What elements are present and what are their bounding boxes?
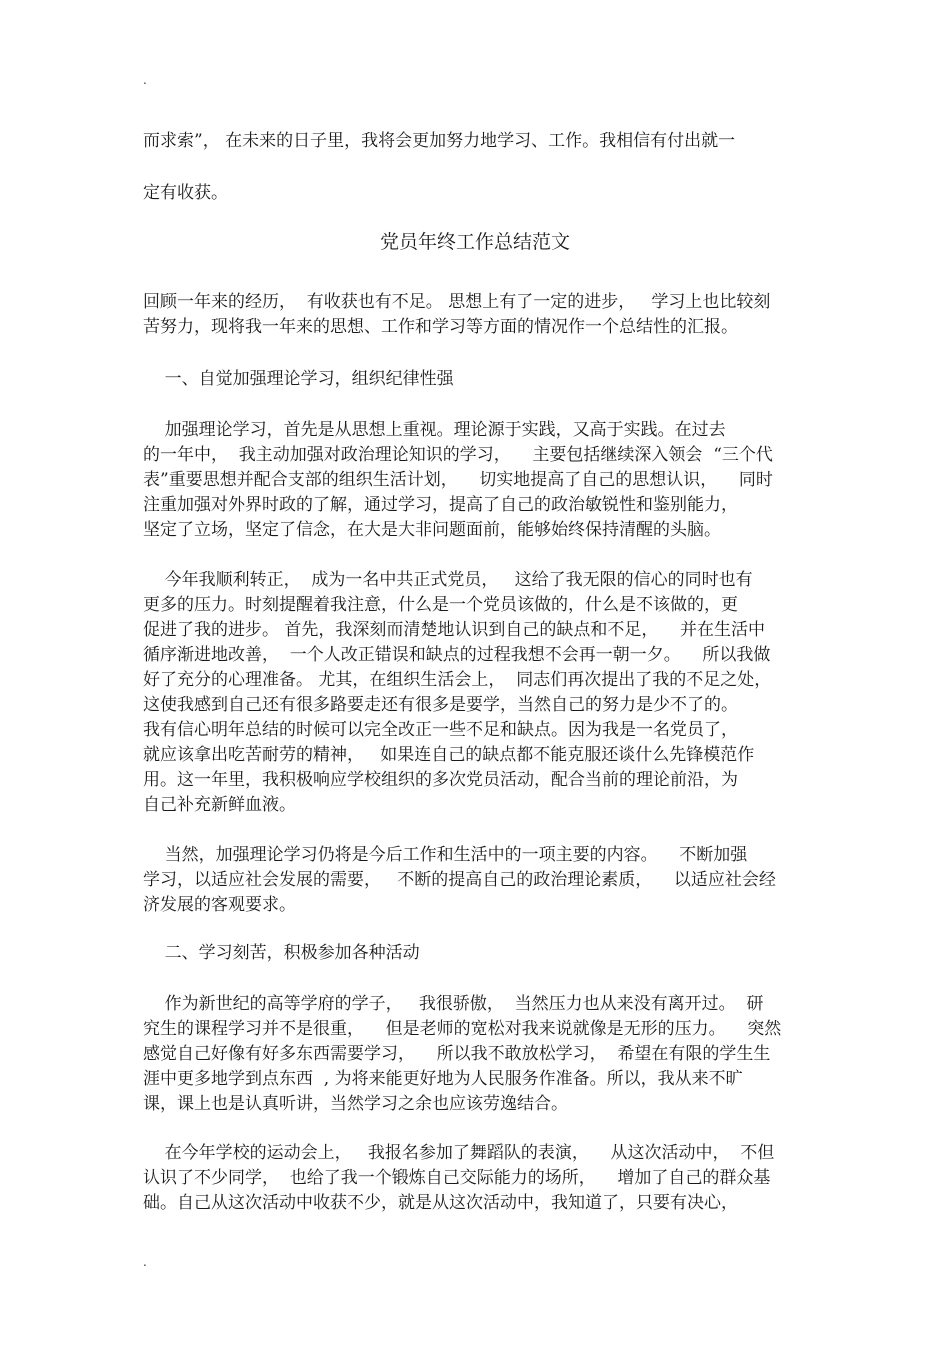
text-line: 究生的课程学习并不是很重， 但是老师的宽松对我来说就像是无形的压力。 突然: [143, 1019, 782, 1039]
text-line: 好了充分的心理准备。 尤其，在组织生活会上， 同志们再次提出了我的不足之处，: [143, 670, 772, 690]
text-line: 回顾一年来的经历， 有收获也有不足。 思想上有了一定的进步， 学习上也比较刻: [143, 292, 771, 312]
text-line: 坚定了立场，坚定了信念，在大是大非问题面前，能够始终保持清醒的头脑。: [143, 520, 721, 540]
text-line: 而求索”， 在未来的日子里，我将会更加努力地学习、工作。我相信有付出就一: [143, 131, 736, 151]
text-line: 苦努力，现将我一年来的思想、工作和学习等方面的情况作一个总结性的汇报。: [143, 317, 738, 337]
text-line: 感觉自己好像有好多东西需要学习， 所以我不敢放松学习， 希望在有限的学生生: [143, 1044, 771, 1064]
page-bottom-mark: .: [143, 1255, 147, 1269]
text-line: 定有收获。: [143, 183, 228, 203]
text-line: 就应该拿出吃苦耐劳的精神， 如果连自己的缺点都不能克服还谈什么先锋模范作: [143, 745, 755, 765]
text-line: 促进了我的进步。 首先，我深刻而清楚地认识到自己的缺点和不足， 并在生活中: [143, 620, 766, 640]
text-line: 注重加强对外界时政的了解，通过学习，提高了自己的政治敏锐性和鉴别能力，: [143, 495, 738, 515]
text-line: 课，课上也是认真听讲，当然学习之余也应该劳逸结合。: [143, 1094, 568, 1114]
text-line: 循序渐进地改善， 一个人改正错误和缺点的过程我想不会再一朝一夕。 所以我做: [143, 645, 771, 665]
text-line: 础。自己从这次活动中收获不少，就是从这次活动中，我知道了，只要有决心，: [143, 1193, 738, 1213]
text-line: 在今年学校的运动会上， 我报名参加了舞蹈队的表演， 从这次活动中， 不但: [143, 1143, 775, 1163]
text-line: 今年我顺利转正， 成为一名中共正式党员， 这给了我无限的信心的同时也有: [143, 570, 753, 590]
section-heading: 二、学习刻苦，积极参加各种活动: [143, 943, 420, 963]
page-top-mark: .: [143, 73, 147, 87]
text-line: 我有信心明年总结的时候可以完全改正一些不足和缺点。因为我是一名党员了，: [143, 720, 738, 740]
document-title: 党员年终工作总结范文: [379, 231, 570, 253]
text-line: 自己补充新鲜血液。: [143, 795, 296, 815]
text-line: 这使我感到自己还有很多路要走还有很多是要学，当然自己的努力是少不了的。: [143, 695, 738, 715]
section-heading: 一、自觉加强理论学习，组织纪律性强: [143, 369, 454, 389]
text-line: 作为新世纪的高等学府的学子， 我很骄傲， 当然压力也从来没有离开过。 研: [143, 994, 764, 1014]
text-line: 济发展的客观要求。: [143, 895, 296, 915]
text-line: 当然，加强理论学习仍将是今后工作和生活中的一项主要的内容。 不断加强: [143, 845, 748, 865]
text-line: 更多的压力。时刻提醒着我注意，什么是一个党员该做的，什么是不该做的，更: [143, 595, 738, 615]
text-line: 的一年中， 我主动加强对政治理论知识的学习， 主要包括继续深入领会 “三个代: [143, 445, 773, 465]
text-line: 用。这一年里，我积极响应学校组织的多次党员活动，配合当前的理论前沿，为: [143, 770, 738, 790]
text-line: 加强理论学习，首先是从思想上重视。理论源于实践，又高于实践。在过去: [143, 420, 726, 440]
text-line: 涯中更多地学到点东西 , 为将来能更好地为人民服务作准备。所以，我从来不旷: [143, 1069, 743, 1089]
text-line: 表”重要思想并配合支部的组织生活计划， 切实地提高了自己的思想认识， 同时: [143, 470, 773, 490]
text-line: 学习，以适应社会发展的需要， 不断的提高自己的政治理论素质， 以适应社会经: [143, 870, 776, 890]
text-line: 认识了不少同学， 也给了我一个锻炼自己交际能力的场所， 增加了自己的群众基: [143, 1168, 771, 1188]
